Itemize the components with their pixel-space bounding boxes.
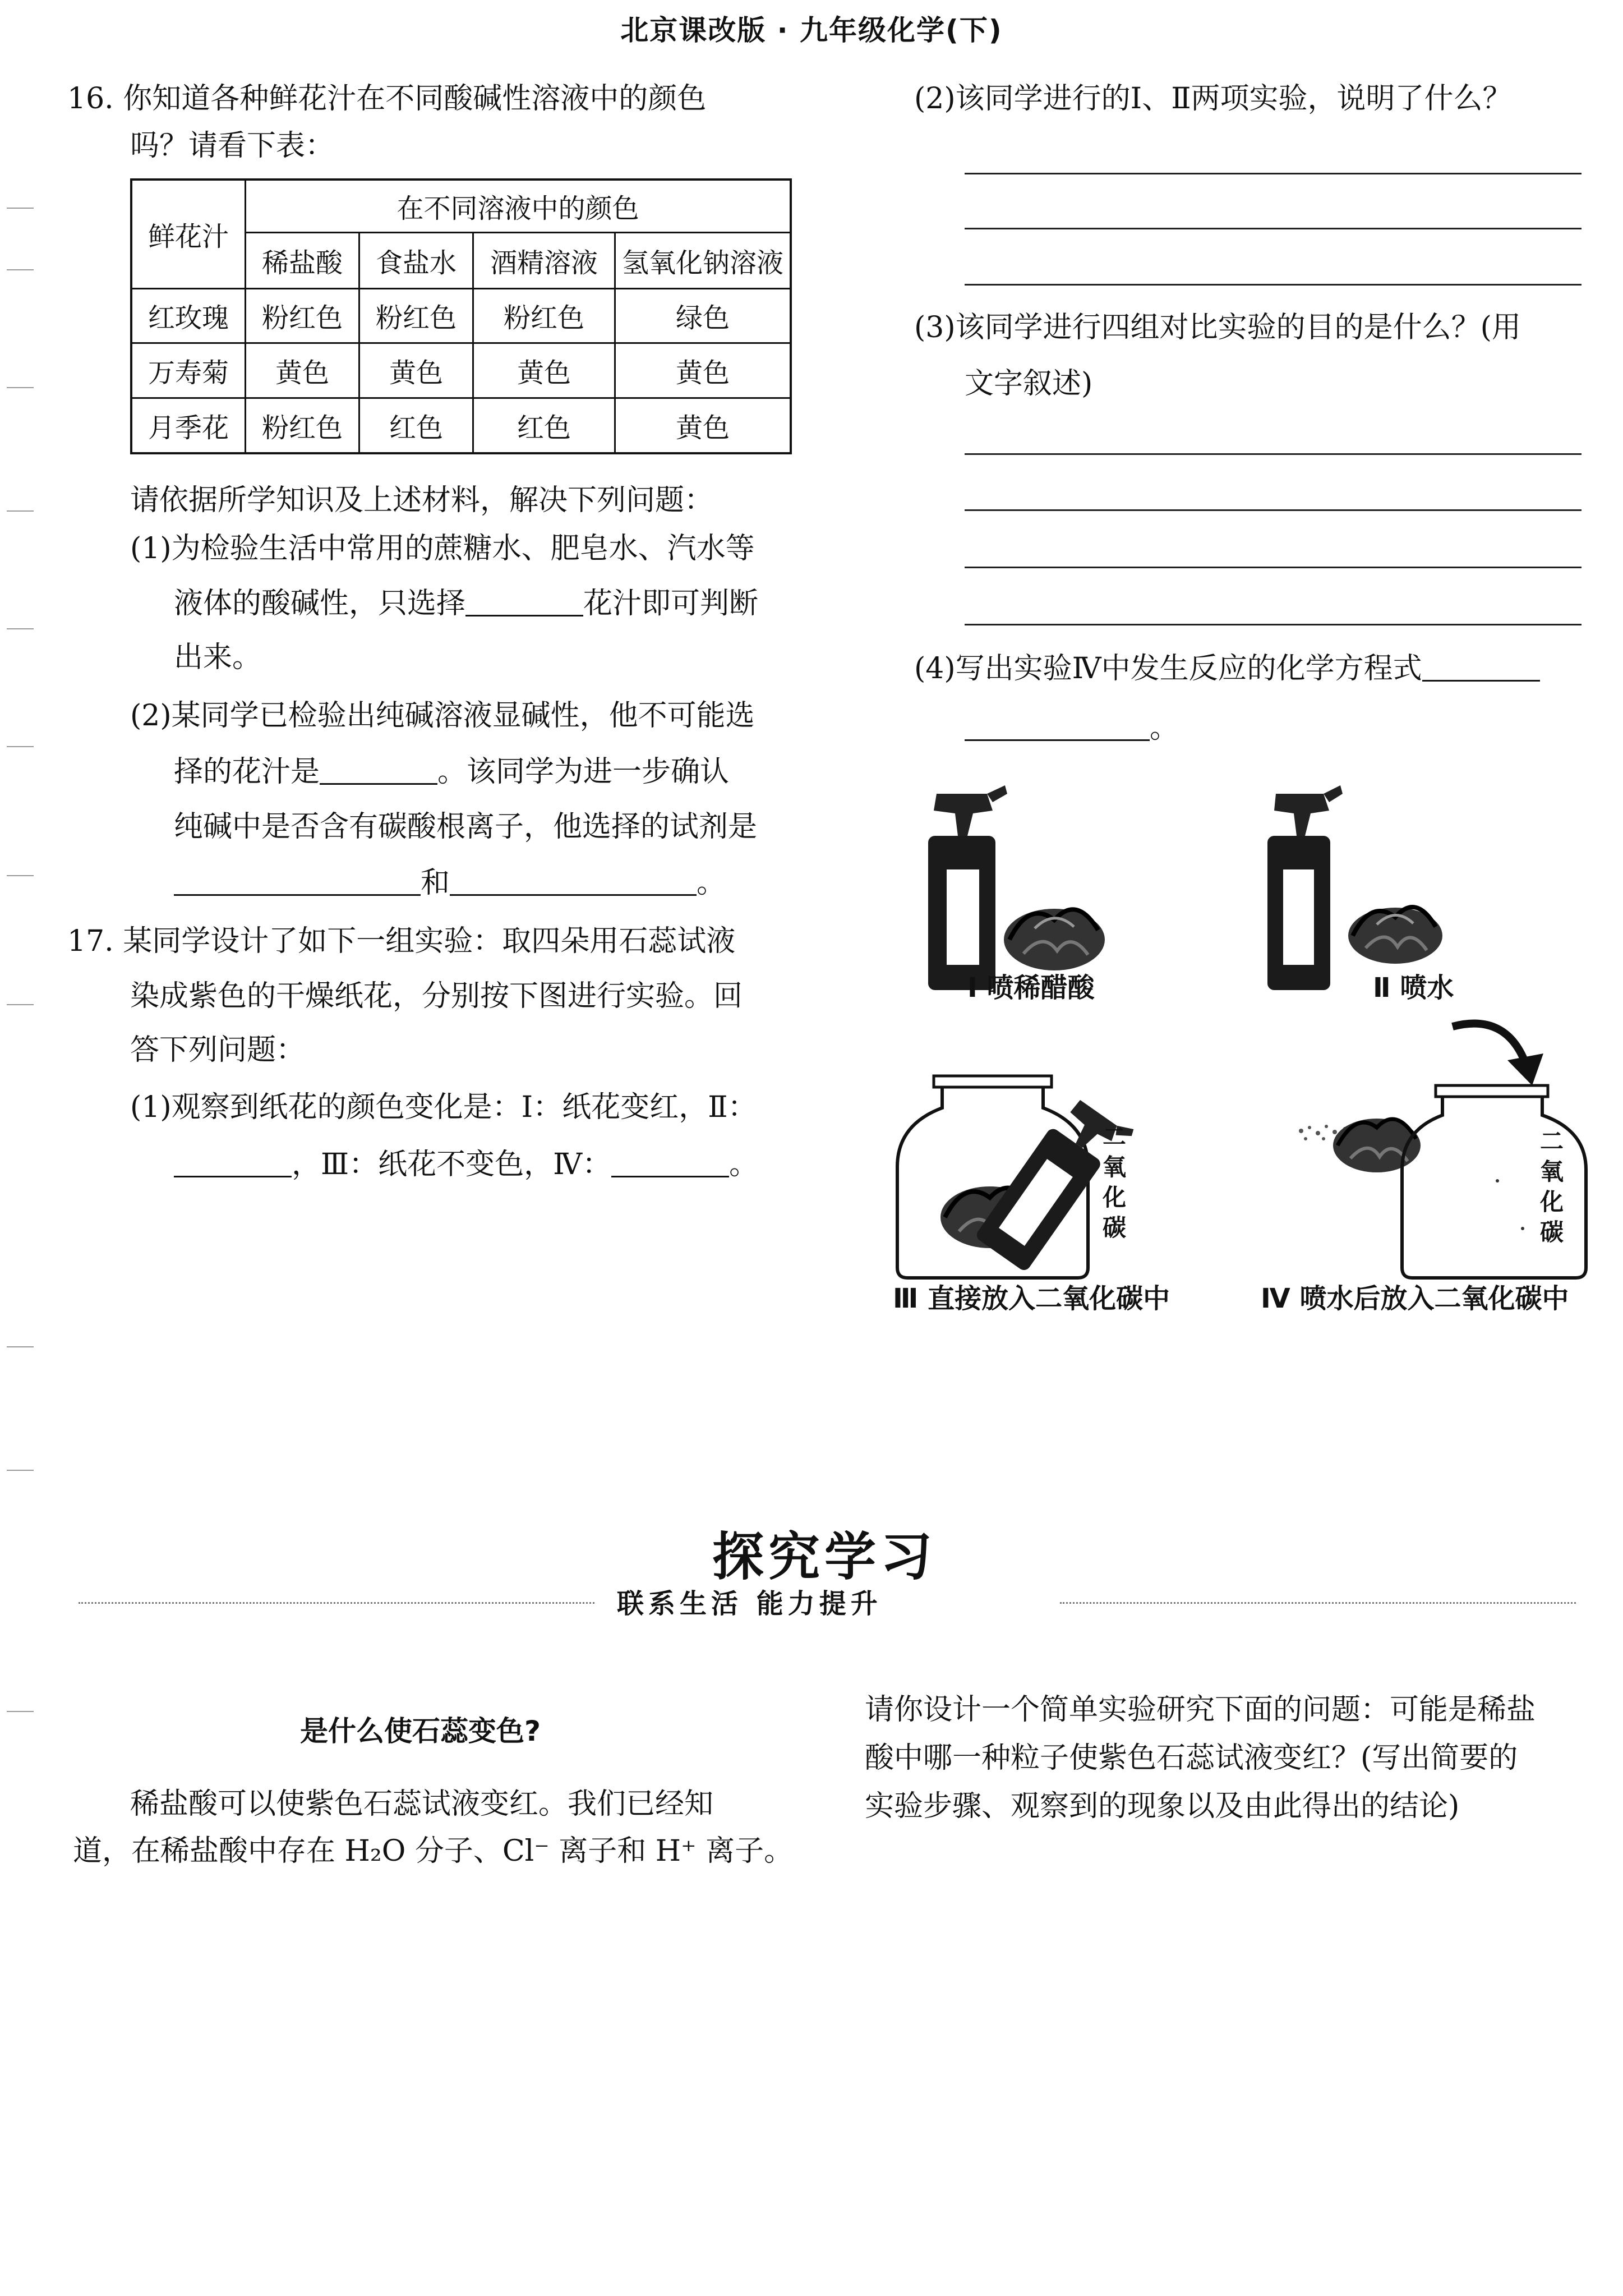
answer-blank[interactable] (965, 710, 1150, 741)
q17-part1-text: ，Ⅲ：纸花不变色，Ⅳ： (292, 1148, 612, 1181)
answer-blank[interactable] (611, 1147, 729, 1177)
table-corner-header: 鲜花汁 (131, 180, 246, 288)
table-row-name: 万寿菊 (131, 343, 246, 398)
q17-part1-line1: (1)观察到纸花的颜色变化是：Ⅰ：纸花变红，Ⅱ： (130, 1091, 757, 1124)
q16-part2-and: 和 (421, 866, 450, 900)
answer-blank[interactable] (174, 865, 421, 896)
answer-blank[interactable] (465, 586, 583, 616)
q16-part2-text: 择的花汁是 (174, 755, 320, 789)
q17-part4-line2 (965, 700, 1179, 756)
q16-stem-line2: 吗？请看下表： (130, 129, 335, 163)
inquiry-paragraph-line2: 道，在稀盐酸中存在 H₂O 分子、Cl⁻ 离子和 H⁺ 离子。 (73, 1834, 794, 1868)
section-title: 探究学习 (712, 1527, 937, 1587)
table-cell: 红色 (473, 398, 615, 453)
spray-bottle-icon (928, 785, 1007, 990)
scan-edge-mark (7, 746, 34, 747)
section-subtitle: 联系生活 能力提升 (617, 1588, 882, 1619)
inquiry-paragraph-line1: 稀盐酸可以使紫色石蕊试液变红。我们已经知 (130, 1787, 714, 1821)
scan-edge-mark (7, 1004, 34, 1005)
answer-line[interactable] (965, 173, 1581, 174)
table-row (131, 398, 791, 453)
table-cell: 红色 (359, 398, 473, 453)
q16-part2-line3: 纯碱中是否含有碳酸根离子，他选择的试剂是 (174, 810, 758, 844)
section-divider (79, 1602, 594, 1604)
scan-edge-mark (7, 387, 34, 388)
table-cell: 粉红色 (359, 288, 473, 343)
inquiry-task-line2: 酸中哪一种粒子使紫色石蕊试液变红？(写出简要的 (865, 1741, 1518, 1775)
table-cell: 绿色 (615, 288, 791, 343)
spray-bottle-icon (1267, 785, 1343, 990)
answer-line[interactable] (965, 567, 1581, 568)
q16-part1-line2 (174, 576, 758, 632)
scan-edge-mark (7, 510, 34, 512)
table-cell: 黄色 (359, 343, 473, 398)
q16-part1-text: 花汁即可判断 (583, 587, 759, 620)
q16-part2-end: 。 (697, 866, 726, 900)
q16-part1-text: 液体的酸碱性，只选择 (174, 587, 466, 620)
answer-line[interactable] (965, 624, 1581, 625)
answer-line[interactable] (965, 228, 1581, 229)
table-column-header: 稀盐酸 (246, 232, 359, 288)
q17-part4-end: 。 (1150, 711, 1179, 745)
q17-line1: 17. 某同学设计了如下一组实验：取四朵用石蕊试液 (67, 924, 736, 958)
section-divider (1060, 1602, 1576, 1604)
scan-edge-mark (7, 1470, 34, 1471)
figure-label-3: Ⅲ 直接放入二氧化碳中 (893, 1283, 1170, 1314)
answer-line[interactable] (965, 509, 1581, 511)
q16-part1-line3: 出来。 (174, 641, 262, 674)
q16-part2-text: 。该同学为进一步确认 (437, 755, 730, 789)
scan-edge-mark (7, 875, 34, 876)
answer-blank[interactable] (174, 1147, 292, 1177)
answer-blank[interactable] (320, 754, 437, 785)
q17-part3-line2: 文字叙述) (965, 367, 1093, 401)
scan-edge-mark (7, 269, 34, 270)
page-header: 北京课改版 · 九年级化学(下) (620, 14, 1003, 47)
q16-part2-line2 (174, 744, 729, 800)
q17-part4-line1 (914, 641, 1540, 697)
q17-part1-line2 (174, 1137, 758, 1193)
flower-color-table (130, 178, 792, 454)
q16-part2-line1: (2)某同学已检验出纯碱溶液显碱性，他不可能选 (130, 699, 755, 733)
table-cell: 粉红色 (246, 288, 359, 343)
answer-blank[interactable] (450, 865, 697, 896)
curved-arrow-icon (1453, 1024, 1543, 1085)
inquiry-title: 是什么使石蕊变色? (300, 1715, 541, 1747)
table-row (131, 343, 791, 398)
scan-edge-mark (7, 1346, 34, 1347)
answer-line[interactable] (965, 453, 1581, 455)
q17-part1-end: 。 (729, 1148, 759, 1181)
q17-part4-text: (4)写出实验Ⅳ中发生反应的化学方程式 (914, 652, 1422, 685)
scan-edge-mark (7, 208, 34, 209)
scan-edge-mark (7, 628, 34, 629)
table-column-header: 氢氧化钠溶液 (615, 232, 791, 288)
jar-label-co2: 二 氧 化 碳 (1539, 1128, 1564, 1246)
figure-label-1: Ⅰ 喷稀醋酸 (967, 972, 1095, 1004)
answer-blank[interactable] (1422, 651, 1540, 682)
scan-edge-mark (7, 1711, 34, 1712)
answer-line[interactable] (965, 284, 1581, 286)
jar-label-co2: 二 氧 化 碳 (1102, 1123, 1126, 1241)
figure-label-2: Ⅱ 喷水 (1373, 972, 1454, 1004)
q17-line2: 染成紫色的干燥纸花，分别按下图进行实验。回 (130, 979, 743, 1013)
table-cell: 黄色 (615, 343, 791, 398)
inquiry-task-line1: 请你设计一个简单实验研究下面的问题：可能是稀盐 (865, 1693, 1536, 1727)
q16-part2-line4 (174, 855, 726, 911)
table-cell: 粉红色 (246, 398, 359, 453)
q17-part3-line1: (3)该同学进行四组对比实验的目的是什么？(用 (914, 311, 1521, 344)
q17-part2: (2)该同学进行的Ⅰ、Ⅱ两项实验，说明了什么？ (914, 82, 1512, 116)
table-column-header: 食盐水 (359, 232, 473, 288)
inquiry-task-line3: 实验步骤、观察到的现象以及由此得出的结论) (865, 1789, 1460, 1823)
paper-flower-icon (1348, 907, 1442, 964)
table-row-name: 红玫瑰 (131, 288, 246, 343)
figure-label-4: Ⅳ 喷水后放入二氧化碳中 (1261, 1283, 1569, 1314)
table-cell: 黄色 (246, 343, 359, 398)
q17-line3: 答下列问题： (130, 1033, 306, 1067)
experiment-figure (875, 780, 1615, 1318)
table-cell: 黄色 (473, 343, 615, 398)
q16-part1-line1: (1)为检验生活中常用的蔗糖水、肥皂水、汽水等 (130, 532, 755, 565)
table-group-header: 在不同溶液中的颜色 (246, 180, 791, 232)
table-row (131, 288, 791, 343)
table-column-header: 酒精溶液 (473, 232, 615, 288)
table-cell: 黄色 (615, 398, 791, 453)
q16-intro: 请依据所学知识及上述材料，解决下列问题： (130, 484, 714, 517)
paper-flower-icon (1004, 909, 1105, 970)
table-cell: 粉红色 (473, 288, 615, 343)
q16-stem-line1: 16. 你知道各种鲜花汁在不同酸碱性溶液中的颜色 (67, 82, 707, 116)
table-row-name: 月季花 (131, 398, 246, 453)
